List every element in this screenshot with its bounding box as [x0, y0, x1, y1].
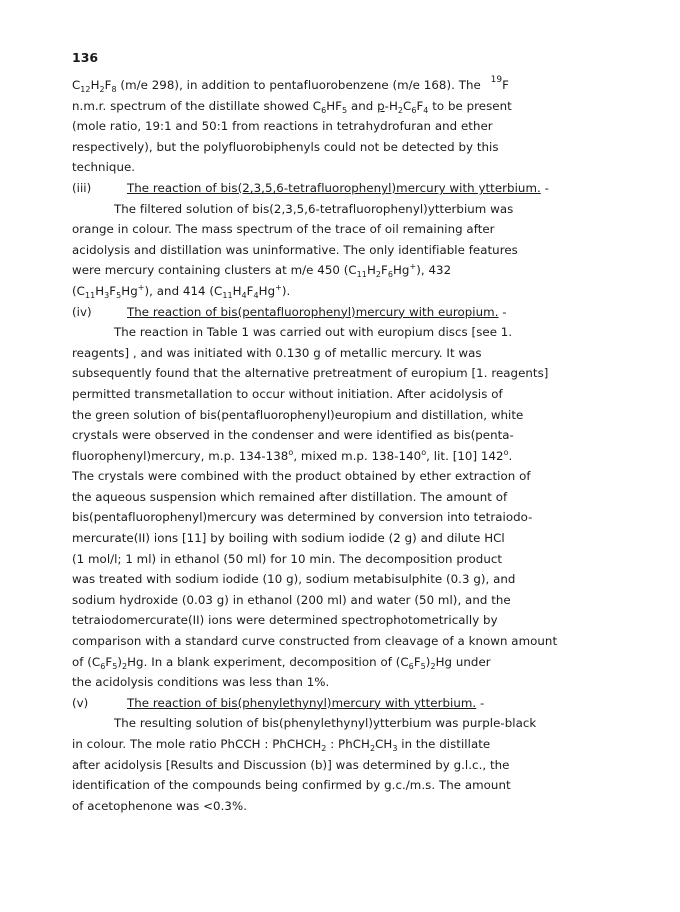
text-line-21: the aqueous suspension which remained after distillation. The amount of [72, 489, 508, 504]
text-line-13: The reaction in Table 1 was carried out with europium discs [see 1. [114, 325, 513, 340]
text-line-27: tetraiodomercurate(II) ions were determined spectrophotometrically by [72, 613, 498, 628]
section-label: (iii) [72, 180, 92, 195]
text-line-22: bis(pentafluorophenyl)mercury was determined by conversion into tetraiodo- [72, 510, 533, 525]
text-line-20: The crystals were combined with the product obtained by ether extraction of [72, 469, 531, 484]
text-line-14: reagents] , and was initiated with 0.130 g of metallic mercury. It was [72, 345, 482, 360]
text-line-11: $(C_{11}H_3F_5Hg^+)$, and 414 $(C_{11}H_4F_4Hg^+)$. [72, 282, 291, 300]
section-heading-v: (v) The reaction of bis(phenylethynyl)mercury with ytterbium. - [72, 693, 620, 714]
page-number: 136 [72, 50, 99, 65]
text-line-15: subsequently found that the alternative pretreatment of europium [1. reagents] [72, 366, 549, 381]
text-line-10: were mercury containing clusters at m/e 450 $(C_{11}H_2F_6Hg^+)$, 432 [72, 262, 452, 280]
text-line-4: respectively), but the polyfluorobiphenyls could not be detected by this [72, 139, 499, 154]
text-line-23: mercurate(II) ions [11] by boiling with sodium iodide (2 g) and dilute HCl [72, 531, 505, 546]
text-line-17: the green solution of bis(pentafluorophenyl)europium and distillation, white [72, 407, 524, 422]
section-title: The reaction of bis(2,3,5,6-tetrafluorophenyl)mercury with ytterbium. [127, 180, 541, 195]
text-line-8: orange in colour. The mass spectrum of the trace of oil remaining after [72, 222, 495, 237]
text-line-16: permitted transmetallation to occur without initiation. After acidolysis of [72, 386, 503, 401]
text-line-9: acidolysis and distillation was uninformative. The only identifiable features [72, 242, 518, 257]
text-line-29: of $(C_6F_5)_2Hg$. In a blank experiment, decomposition of $(C_6F_5)_2Hg$ under [72, 654, 491, 671]
text-line-28: comparison with a standard curve constructed from cleavage of a known amount [72, 634, 558, 649]
text-line-19: fluorophenyl)mercury, m.p. 134-138$^o$, mixed m.p. 138-140$^o$, lit. [10] 142$^o$. [72, 447, 513, 463]
text-line-25: was treated with sodium iodide (10 g), sodium metabisulphite (0.3 g), and [72, 572, 516, 587]
section-heading-iii: (iii) The reaction of bis(2,3,5,6-tetrafluorophenyl)mercury with ytterbium. - [72, 178, 620, 199]
text-line-18: crystals were observed in the condenser and were identified as bis(penta- [72, 428, 514, 443]
text-line-3: (mole ratio, 19:1 and 50:1 from reactions in tetrahydrofuran and ether [72, 119, 493, 134]
section-label: (iv) [72, 304, 92, 319]
text-line-7: The filtered solution of bis(2,3,5,6-tetrafluorophenyl)ytterbium was [114, 201, 514, 216]
section-title: The reaction of bis(phenylethynyl)mercury with ytterbium. [127, 695, 477, 710]
text-line-1: $C_{12}H_2F_8$ (m/e 298), in addition to pentafluorobenzene (m/e 168). The $^{19}$F [72, 75, 510, 94]
text-line-2: n.m.r. spectrum of the distillate showed $C_6HF_5$ and $p-H_2C_6F_4$ to be present [72, 98, 512, 115]
text-line-36: of acetophenone was <0.3%. [72, 798, 248, 813]
text-line-34: after acidolysis [Results and Discussion (b)] was determined by g.l.c., the [72, 757, 510, 772]
text-line-24: (1 mol/l; 1 ml) in ethanol (50 ml) for 10 min. The decomposition product [72, 551, 503, 566]
text-line-30: the acidolysis conditions was less than 1%. [72, 675, 330, 690]
text-line-32: The resulting solution of bis(phenylethynyl)ytterbium was purple-black [114, 716, 537, 731]
section-label: (v) [72, 695, 89, 710]
text-line-5: technique. [72, 160, 136, 175]
text-line-26: sodium hydroxide (0.03 g) in ethanol (200 ml) and water (50 ml), and the [72, 592, 511, 607]
section-heading-iv: (iv) The reaction of bis(pentafluorophenyl)mercury with europium. - [72, 302, 620, 323]
text-line-35: identification of the compounds being confirmed by g.c./m.s. The amount [72, 778, 511, 793]
text-line-33: in colour. The mole ratio PhCCH : PhCHCH$_2$ : $PhCH_2CH_3$ in the distillate [72, 737, 491, 753]
section-title: The reaction of bis(pentafluorophenyl)mercury with europium. [127, 304, 499, 319]
